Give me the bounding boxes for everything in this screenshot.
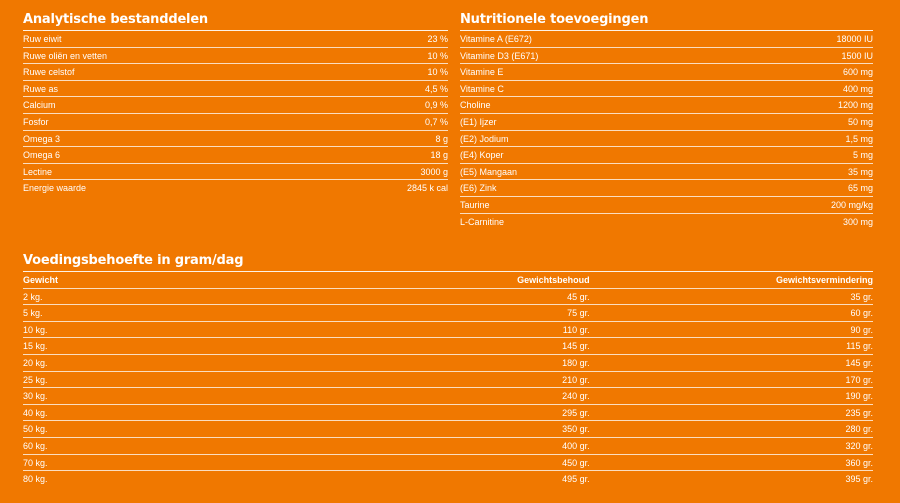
nutri-title: Nutritionele toevoegingen: [460, 11, 873, 31]
row-value: 18000 IU: [836, 34, 873, 44]
maintain-cell: 145 gr.: [562, 341, 590, 352]
reduce-cell: 280 gr.: [845, 424, 873, 435]
table-row: [23, 455, 873, 472]
table-row: [23, 147, 448, 164]
weight-cell: 50 kg.: [23, 424, 48, 435]
reduce-cell: 145 gr.: [845, 357, 873, 368]
needs-title: Voedingsbehoefte in gram/dag: [23, 252, 873, 272]
maintain-cell: 180 gr.: [562, 357, 590, 368]
table-row: [23, 289, 873, 306]
row-value: 18 g: [430, 150, 448, 161]
needs-table: [23, 289, 873, 488]
row-value: 0,9 %: [424, 100, 448, 111]
maintain-cell: 110 gr.: [562, 324, 590, 335]
row-value: 600 mg: [842, 67, 873, 78]
row-label: Ruwe celstof: [23, 67, 75, 78]
table-row: [23, 305, 873, 322]
table-row: [460, 131, 873, 148]
row-label: Vitamine D3 (E671): [460, 50, 539, 61]
table-row: [23, 64, 448, 81]
nutri-section: [460, 11, 873, 230]
row-value: 8 g: [435, 133, 448, 144]
weight-cell: 15 kg.: [23, 341, 48, 352]
row-label: Energie waarde: [23, 183, 87, 194]
row-label: Taurine: [460, 199, 490, 210]
table-row: [23, 338, 873, 355]
maintain-cell: 295 gr.: [562, 407, 590, 418]
header-maintain: Gewichtsbehoud: [517, 275, 590, 285]
needs-header-row: [23, 272, 873, 289]
table-row: [460, 147, 873, 164]
row-label: Lectine: [23, 166, 53, 177]
table-row: [460, 180, 873, 197]
analytic-section: [23, 11, 448, 197]
row-value: 300 mg: [842, 216, 873, 227]
maintain-cell: 400 gr.: [562, 440, 590, 451]
reduce-cell: 170 gr.: [845, 374, 873, 385]
row-label: Omega 6: [23, 150, 61, 161]
weight-cell: 80 kg.: [23, 474, 48, 485]
maintain-cell: 240 gr.: [562, 391, 590, 402]
table-row: [23, 471, 873, 488]
row-label: (E5) Mangaan: [460, 166, 518, 177]
row-value: 1,5 mg: [845, 133, 873, 144]
reduce-cell: 60 gr.: [850, 308, 873, 319]
weight-cell: 30 kg.: [23, 391, 48, 402]
table-row: [23, 48, 448, 65]
reduce-cell: 320 gr.: [845, 440, 873, 451]
reduce-cell: 360 gr.: [845, 457, 873, 468]
weight-cell: 25 kg.: [23, 374, 48, 385]
header-weight: Gewicht: [23, 275, 59, 285]
table-row: [23, 372, 873, 389]
table-row: [23, 355, 873, 372]
weight-cell: 20 kg.: [23, 357, 48, 368]
table-row: [23, 388, 873, 405]
table-row: [23, 81, 448, 98]
row-label: (E4) Koper: [460, 150, 504, 161]
row-label: Omega 3: [23, 133, 61, 144]
row-value: 10 %: [427, 50, 448, 61]
table-row: [23, 421, 873, 438]
maintain-cell: 45 gr.: [567, 291, 590, 302]
table-row: [23, 438, 873, 455]
row-value: 50 mg: [847, 116, 873, 127]
row-label: Ruwe as: [23, 83, 59, 94]
row-value: 2845 k cal: [406, 183, 448, 194]
row-label: (E2) Jodium: [460, 133, 509, 144]
reduce-cell: 35 gr.: [850, 291, 873, 302]
weight-cell: 2 kg.: [23, 291, 43, 302]
maintain-cell: 75 gr.: [567, 308, 590, 319]
row-value: 4,5 %: [424, 83, 448, 94]
row-value: 65 mg: [847, 183, 873, 194]
row-label: Calcium: [23, 100, 56, 111]
row-label: Fosfor: [23, 116, 49, 127]
row-value: 35 mg: [847, 166, 873, 177]
table-row: [23, 31, 448, 48]
weight-cell: 40 kg.: [23, 407, 48, 418]
row-label: Ruw eiwit: [23, 34, 62, 44]
table-row: [460, 164, 873, 181]
weight-cell: 10 kg.: [23, 324, 48, 335]
table-row: [460, 214, 873, 231]
row-value: 5 mg: [852, 150, 873, 161]
maintain-cell: 495 gr.: [562, 474, 590, 485]
table-row: [23, 322, 873, 339]
table-row: [460, 81, 873, 98]
row-value: 1200 mg: [837, 100, 873, 111]
row-value: 1500 IU: [841, 50, 873, 61]
reduce-cell: 395 gr.: [845, 474, 873, 485]
row-label: Choline: [460, 100, 491, 111]
maintain-cell: 210 gr.: [562, 374, 590, 385]
weight-cell: 60 kg.: [23, 440, 48, 451]
table-row: [23, 97, 448, 114]
table-row: [23, 114, 448, 131]
row-label: (E1) Ijzer: [460, 116, 497, 127]
table-row: [460, 31, 873, 48]
table-row: [460, 97, 873, 114]
row-label: (E6) Zink: [460, 183, 497, 194]
row-value: 3000 g: [420, 166, 448, 177]
table-row: [23, 164, 448, 181]
row-label: L-Carnitine: [460, 216, 505, 227]
reduce-cell: 190 gr.: [845, 391, 873, 402]
analytic-table: [23, 31, 448, 197]
row-label: Vitamine A (E672): [460, 34, 532, 44]
row-label: Ruwe oliën en vetten: [23, 50, 108, 61]
header-reduce: Gewichtsvermindering: [775, 275, 873, 285]
row-value: 10 %: [427, 67, 448, 78]
row-value: 200 mg/kg: [830, 199, 873, 210]
table-row: [460, 48, 873, 65]
maintain-cell: 450 gr.: [562, 457, 590, 468]
row-label: Vitamine C: [460, 83, 504, 94]
table-row: [460, 64, 873, 81]
nutri-table: [460, 31, 873, 230]
row-value: 400 mg: [842, 83, 873, 94]
table-row: [460, 197, 873, 214]
table-row: [23, 405, 873, 422]
table-row: [460, 114, 873, 131]
row-value: 23 %: [427, 34, 448, 44]
table-row: [23, 180, 448, 197]
analytic-title: Analytische bestanddelen: [23, 11, 448, 31]
needs-section: [23, 252, 873, 488]
reduce-cell: 90 gr.: [850, 324, 873, 335]
reduce-cell: 115 gr.: [846, 341, 873, 352]
maintain-cell: 350 gr.: [562, 424, 590, 435]
row-label: Vitamine E: [460, 67, 504, 78]
weight-cell: 5 kg.: [23, 308, 43, 319]
table-row: [23, 131, 448, 148]
weight-cell: 70 kg.: [23, 457, 48, 468]
row-value: 0,7 %: [424, 116, 448, 127]
reduce-cell: 235 gr.: [845, 407, 873, 418]
